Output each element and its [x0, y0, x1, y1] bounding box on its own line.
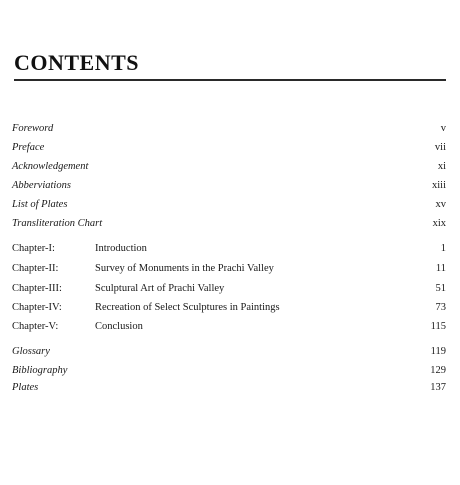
- toc-entry-page: 115: [430, 321, 446, 332]
- toc-entry-page: xi: [437, 161, 446, 172]
- chapter-number: Chapter-II:: [12, 263, 59, 274]
- page-title: CONTENTS: [14, 50, 140, 75]
- toc-entry-page: 11: [435, 263, 446, 274]
- toc-entry-title: Plates: [12, 382, 39, 393]
- toc-entry-page: 129: [430, 365, 446, 376]
- toc-entry-chapter-5[interactable]: [12, 319, 446, 335]
- toc-entry-page: 1: [440, 243, 446, 254]
- toc-entry-title: Acknowledgement: [12, 161, 89, 172]
- toc-entry-title: Foreword: [12, 123, 54, 134]
- toc-entry-page: 73: [435, 302, 446, 313]
- toc-entry-list-of-plates[interactable]: [12, 197, 446, 213]
- toc-entry-chapter-2[interactable]: [12, 261, 446, 277]
- title-divider: [14, 79, 446, 81]
- toc-entry-title: [12, 261, 274, 277]
- toc-entry-abbreviations[interactable]: [12, 178, 446, 194]
- chapter-number: Chapter-V:: [12, 321, 59, 332]
- toc-entry-chapter-4[interactable]: [12, 300, 446, 316]
- toc-entry-page: 51: [435, 283, 446, 294]
- toc-entry-title: List of Plates: [12, 199, 68, 210]
- toc-entry-title: Glossary: [12, 346, 50, 357]
- toc-entry-title: Abberviations: [12, 180, 71, 191]
- toc-entry-plates[interactable]: [12, 380, 446, 396]
- toc-entry-page: xiii: [431, 180, 446, 191]
- toc-entry-bibliography[interactable]: [12, 363, 446, 379]
- toc-entry-page: 137: [430, 382, 446, 393]
- toc-entry-page: v: [440, 123, 446, 134]
- toc-entry-chapter-1[interactable]: [12, 241, 446, 257]
- toc-entry-title: Bibliography: [12, 365, 68, 376]
- chapter-title: Introduction: [95, 243, 147, 254]
- chapter-number: Chapter-III:: [12, 283, 62, 294]
- toc-entry-title: [12, 241, 147, 257]
- toc-entry-page: xix: [432, 218, 446, 229]
- toc-entry-page: 119: [430, 346, 446, 357]
- toc-entry-page: xv: [435, 199, 446, 210]
- chapter-number: Chapter-I:: [12, 243, 55, 254]
- toc-entry-title: Transliteration Chart: [12, 218, 103, 229]
- toc-entry-title: [12, 300, 280, 316]
- toc-entry-title: Preface: [12, 142, 45, 153]
- toc-entry-title: [12, 319, 143, 335]
- toc-entry-preface[interactable]: [12, 140, 446, 156]
- toc-entry-acknowledgement[interactable]: [12, 159, 446, 175]
- toc-entry-foreword[interactable]: [12, 121, 446, 137]
- chapter-title: Recreation of Select Sculptures in Paintings: [95, 302, 280, 313]
- toc-entry-chapter-3[interactable]: [12, 281, 446, 297]
- chapter-title: Sculptural Art of Prachi Valley: [95, 283, 225, 294]
- chapter-number: Chapter-IV:: [12, 302, 62, 313]
- toc-entry-page: vii: [434, 142, 446, 153]
- chapter-title: Survey of Monuments in the Prachi Valley: [95, 263, 274, 274]
- chapter-title: Conclusion: [95, 321, 143, 332]
- toc-entry-title: [12, 281, 224, 297]
- toc-entry-glossary[interactable]: [12, 344, 446, 360]
- toc-entry-transliteration-chart[interactable]: [12, 216, 446, 232]
